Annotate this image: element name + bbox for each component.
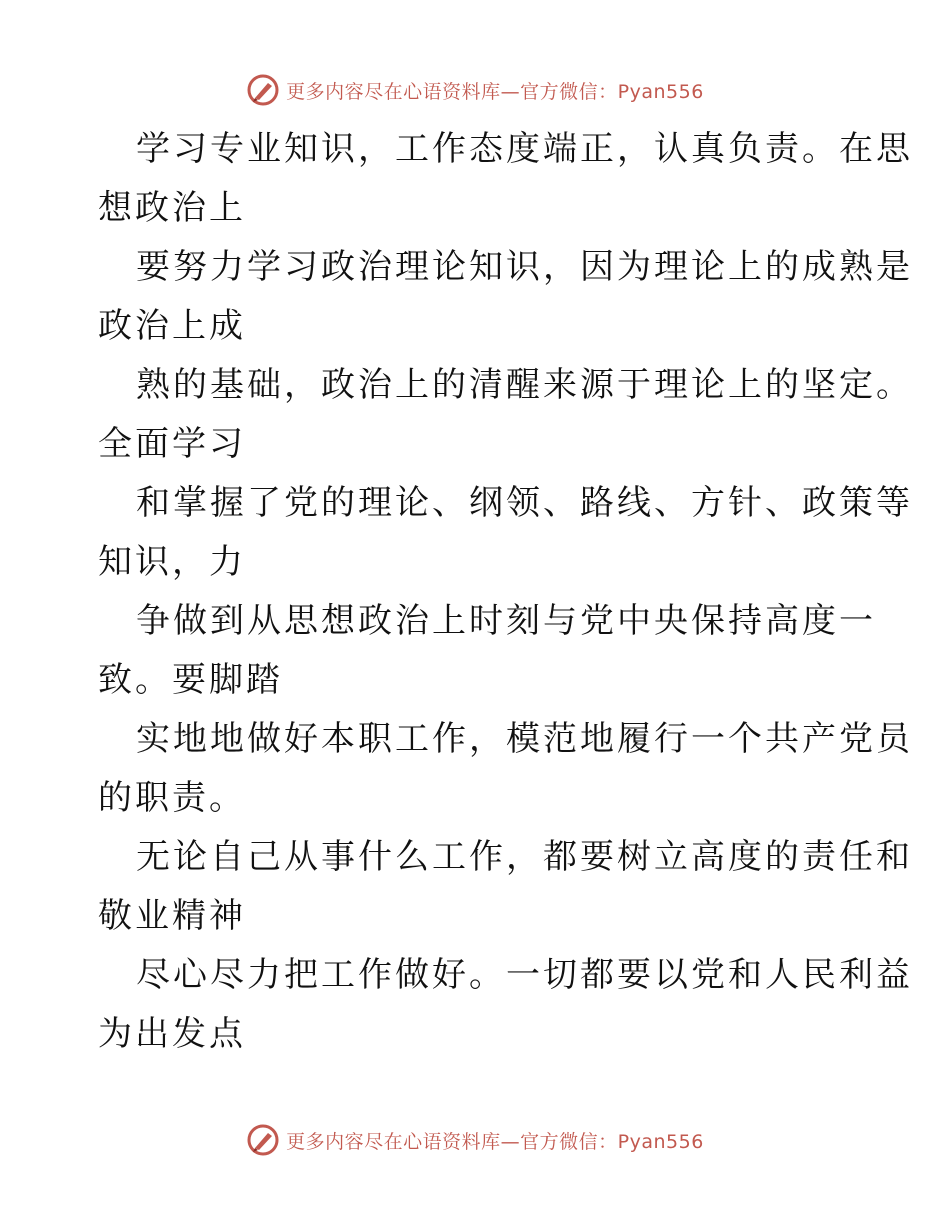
document-body bbox=[98, 120, 913, 1064]
footer-banner-text: 更多内容尽在心语资料库—官方微信：Pyan556 bbox=[286, 1130, 704, 1153]
paragraph-line: 无论自己从事什么工作，都要树立高度的责任和 bbox=[136, 837, 913, 877]
paragraph bbox=[98, 946, 913, 1064]
paragraph-line: 致。要脚踏 bbox=[98, 660, 283, 700]
paragraph-line: 全面学习 bbox=[98, 424, 246, 464]
paragraph bbox=[98, 120, 913, 238]
paragraph bbox=[98, 592, 876, 710]
paragraph-line: 和掌握了党的理论、纲领、路线、方针、政策等 bbox=[136, 483, 913, 523]
paragraph-line: 实地地做好本职工作，模范地履行一个共产党员 bbox=[136, 719, 913, 759]
paragraph-line: 知识，力 bbox=[98, 542, 246, 582]
paragraph bbox=[98, 710, 913, 828]
paragraph-line: 学习专业知识，工作态度端正，认真负责。在思 bbox=[136, 129, 913, 169]
header-banner bbox=[0, 70, 950, 110]
paragraph-line: 的职责。 bbox=[98, 778, 246, 818]
paragraph bbox=[98, 238, 913, 356]
paragraph-line: 尽心尽力把工作做好。一切都要以党和人民利益 bbox=[136, 955, 913, 995]
paragraph-line: 想政治上 bbox=[98, 188, 246, 228]
paragraph-line: 熟的基础，政治上的清醒来源于理论上的坚定。 bbox=[136, 365, 913, 405]
pen-logo-icon bbox=[246, 1123, 280, 1157]
paragraph-line: 为出发点 bbox=[98, 1014, 246, 1054]
footer-banner bbox=[0, 1120, 950, 1160]
paragraph bbox=[98, 474, 913, 592]
paragraph-line: 争做到从思想政治上时刻与党中央保持高度一 bbox=[136, 601, 876, 641]
header-banner-text: 更多内容尽在心语资料库—官方微信：Pyan556 bbox=[286, 80, 704, 103]
paragraph-line: 政治上成 bbox=[98, 306, 246, 346]
paragraph-line: 要努力学习政治理论知识，因为理论上的成熟是 bbox=[136, 247, 913, 287]
paragraph bbox=[98, 356, 913, 474]
paragraph-line: 敬业精神 bbox=[98, 896, 246, 936]
paragraph bbox=[98, 828, 913, 946]
pen-logo-icon bbox=[246, 73, 280, 107]
